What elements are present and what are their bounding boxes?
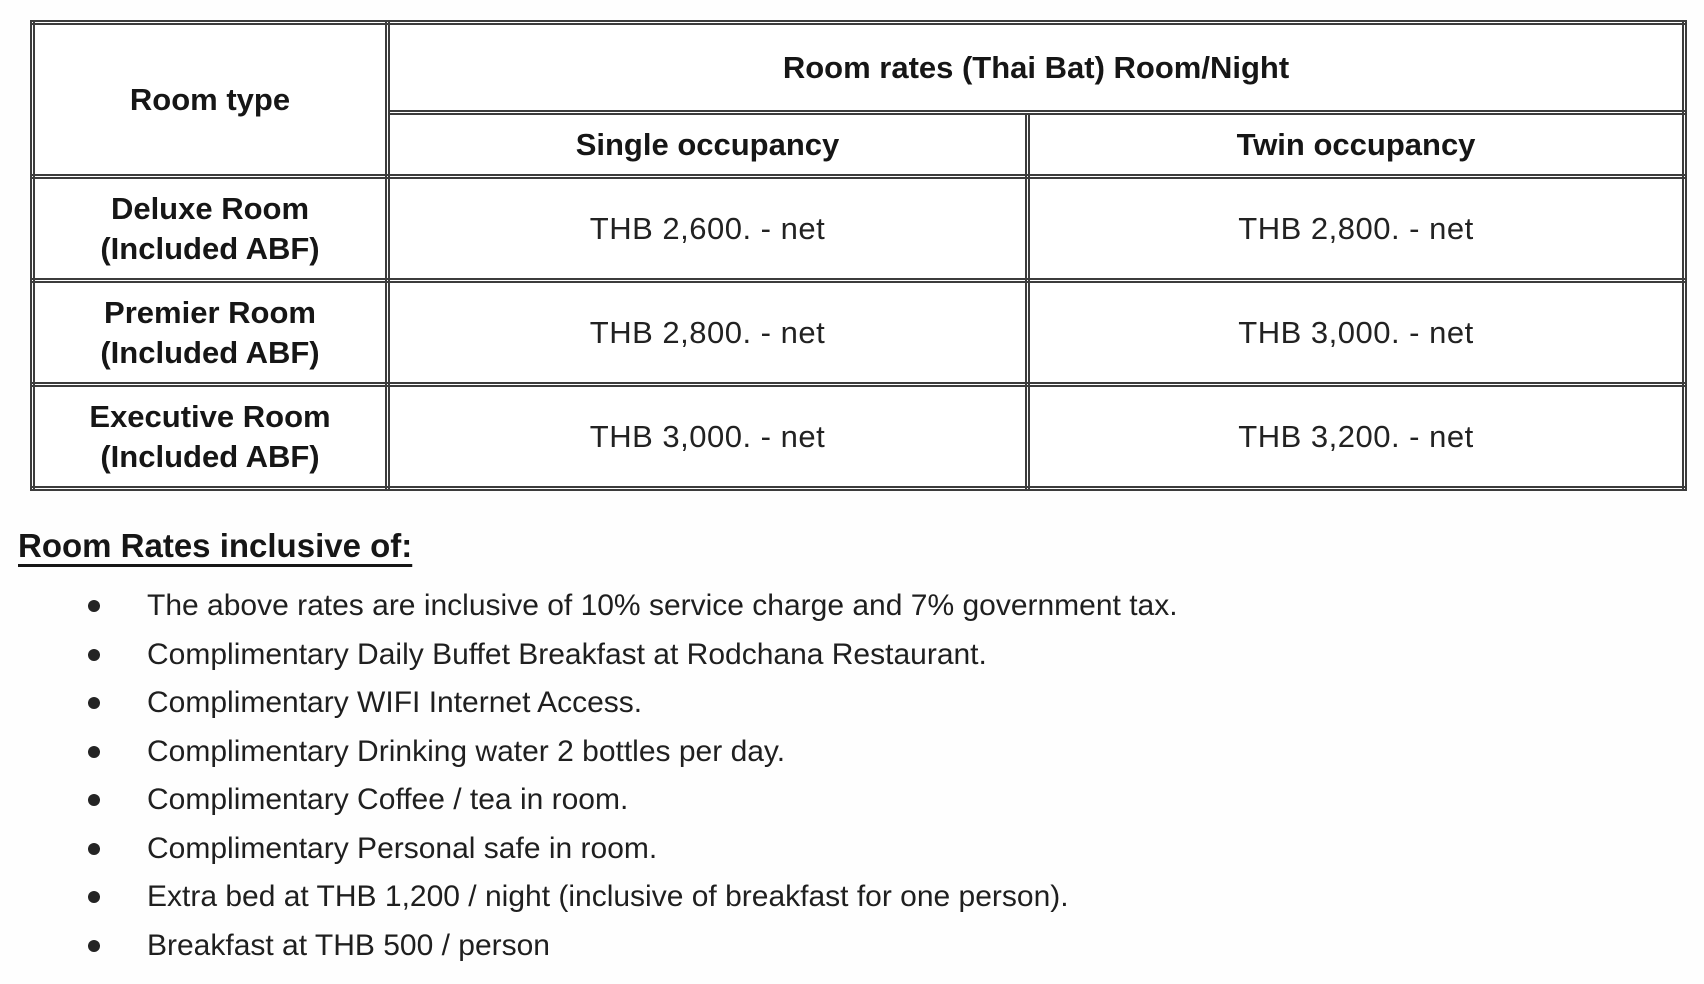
list-item-text: Complimentary Coffee / tea in room. [147, 783, 629, 817]
room-type-cell [33, 385, 388, 489]
bullet-icon [88, 794, 100, 806]
notes-list [88, 582, 1178, 970]
header-twin-occupancy: Twin occupancy [1028, 113, 1685, 177]
room-type-name: Premier Room [104, 294, 316, 330]
single-rate-cell: THB 2,600. - net [388, 177, 1028, 281]
twin-rate-cell: THB 3,200. - net [1028, 385, 1685, 489]
list-item-text: Complimentary WIFI Internet Access. [147, 686, 643, 720]
room-type-note: (Included ABF) [100, 230, 320, 266]
bullet-icon [88, 891, 100, 903]
table-row-executive [33, 385, 1685, 489]
bullet-icon [88, 746, 100, 758]
room-rates-table [30, 20, 1687, 491]
list-item [88, 776, 1178, 825]
list-item-text: Breakfast at THB 500 / person [147, 928, 550, 962]
twin-rate-cell: THB 3,000. - net [1028, 281, 1685, 385]
list-item [88, 679, 1178, 728]
header-single-occupancy: Single occupancy [388, 113, 1028, 177]
table-row-premier [33, 281, 1685, 385]
list-item [88, 825, 1178, 874]
room-type-name: Executive Room [89, 398, 331, 434]
room-type-note: (Included ABF) [100, 438, 320, 474]
table-row-deluxe [33, 177, 1685, 281]
list-item-text: Extra bed at THB 1,200 / night (inclusive of breakfast for one person). [147, 880, 1069, 914]
bullet-icon [88, 843, 100, 855]
list-item [88, 728, 1178, 777]
list-item-text: Complimentary Daily Buffet Breakfast at Rodchana Restaurant. [147, 637, 987, 671]
list-item [88, 582, 1178, 631]
header-room-type: Room type [33, 23, 388, 177]
list-item [88, 873, 1178, 922]
list-item-text: Complimentary Personal safe in room. [147, 831, 658, 865]
notes-heading: Room Rates inclusive of: [18, 527, 413, 564]
room-type-name: Deluxe Room [110, 190, 310, 226]
bullet-icon [88, 649, 100, 661]
twin-rate-cell: THB 2,800. - net [1028, 177, 1685, 281]
single-rate-cell: THB 2,800. - net [388, 281, 1028, 385]
list-item [88, 631, 1178, 680]
table-header-row-1 [33, 23, 1685, 113]
bullet-icon [88, 940, 100, 952]
room-type-cell [33, 281, 388, 385]
list-item [88, 922, 1178, 971]
header-rates-group: Room rates (Thai Bat) Room/Night [388, 23, 1685, 113]
bullet-icon [88, 600, 100, 612]
room-type-cell [33, 177, 388, 281]
single-rate-cell: THB 3,000. - net [388, 385, 1028, 489]
room-type-note: (Included ABF) [100, 334, 320, 370]
list-item-text: Complimentary Drinking water 2 bottles per day. [147, 734, 786, 768]
bullet-icon [88, 697, 100, 709]
list-item-text: The above rates are inclusive of 10% service charge and 7% government tax. [147, 589, 1178, 623]
